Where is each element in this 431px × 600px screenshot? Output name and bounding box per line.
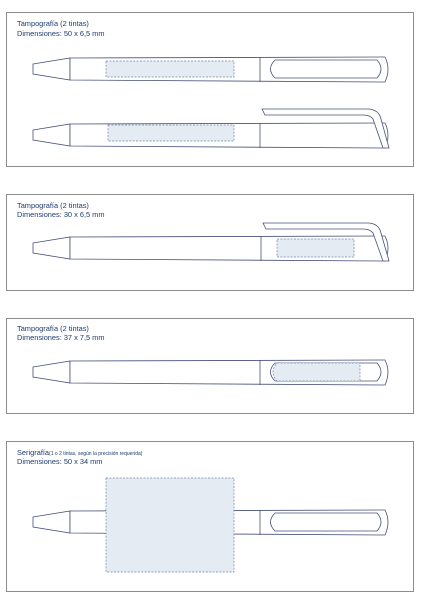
pen-side-view (33, 109, 389, 148)
technique-name: Serigrafía (17, 448, 50, 457)
print-area-zone (106, 478, 234, 572)
print-area-zone (106, 61, 234, 77)
pen-drawings (7, 319, 415, 415)
print-area-panel-2 (6, 194, 414, 291)
pen-front-view (33, 57, 388, 82)
pen-tip (33, 58, 70, 80)
dimensions-label: Dimensiones: 37 x 7,5 mm (17, 333, 105, 342)
dimensions-label: Dimensiones: 30 x 6,5 mm (17, 210, 105, 219)
technique-label: Tampografía (2 tintas) (17, 324, 89, 333)
pen-clip (271, 513, 382, 531)
pen-front-view (33, 478, 388, 572)
pen-clip (271, 60, 382, 78)
print-area-panel-3 (6, 318, 414, 414)
pen-tip (33, 124, 70, 146)
technique-label: Tampografía (2 tintas) (17, 201, 89, 210)
technique-note: (1 o 2 tintas, según la precisión requerida) (49, 451, 143, 457)
dimensions-label: Dimensiones: 50 x 6,5 mm (17, 29, 105, 38)
pen-drawings (7, 442, 415, 593)
pen-tip (33, 237, 70, 259)
print-area-zone (108, 125, 234, 141)
pen-tip (33, 511, 70, 533)
dimensions-label: Dimensiones: 50 x 34 mm (17, 457, 103, 466)
pen-side-view (33, 223, 389, 261)
print-area-zone (273, 363, 360, 381)
technique-label: Tampografía (2 tintas) (17, 19, 89, 28)
print-area-zone (277, 239, 354, 257)
pen-tip (33, 361, 70, 383)
print-area-panel-4 (6, 441, 414, 592)
pen-front-view (33, 360, 388, 385)
print-area-panel-1 (6, 12, 414, 167)
pen-drawings (7, 13, 415, 168)
pen-drawings (7, 195, 415, 292)
